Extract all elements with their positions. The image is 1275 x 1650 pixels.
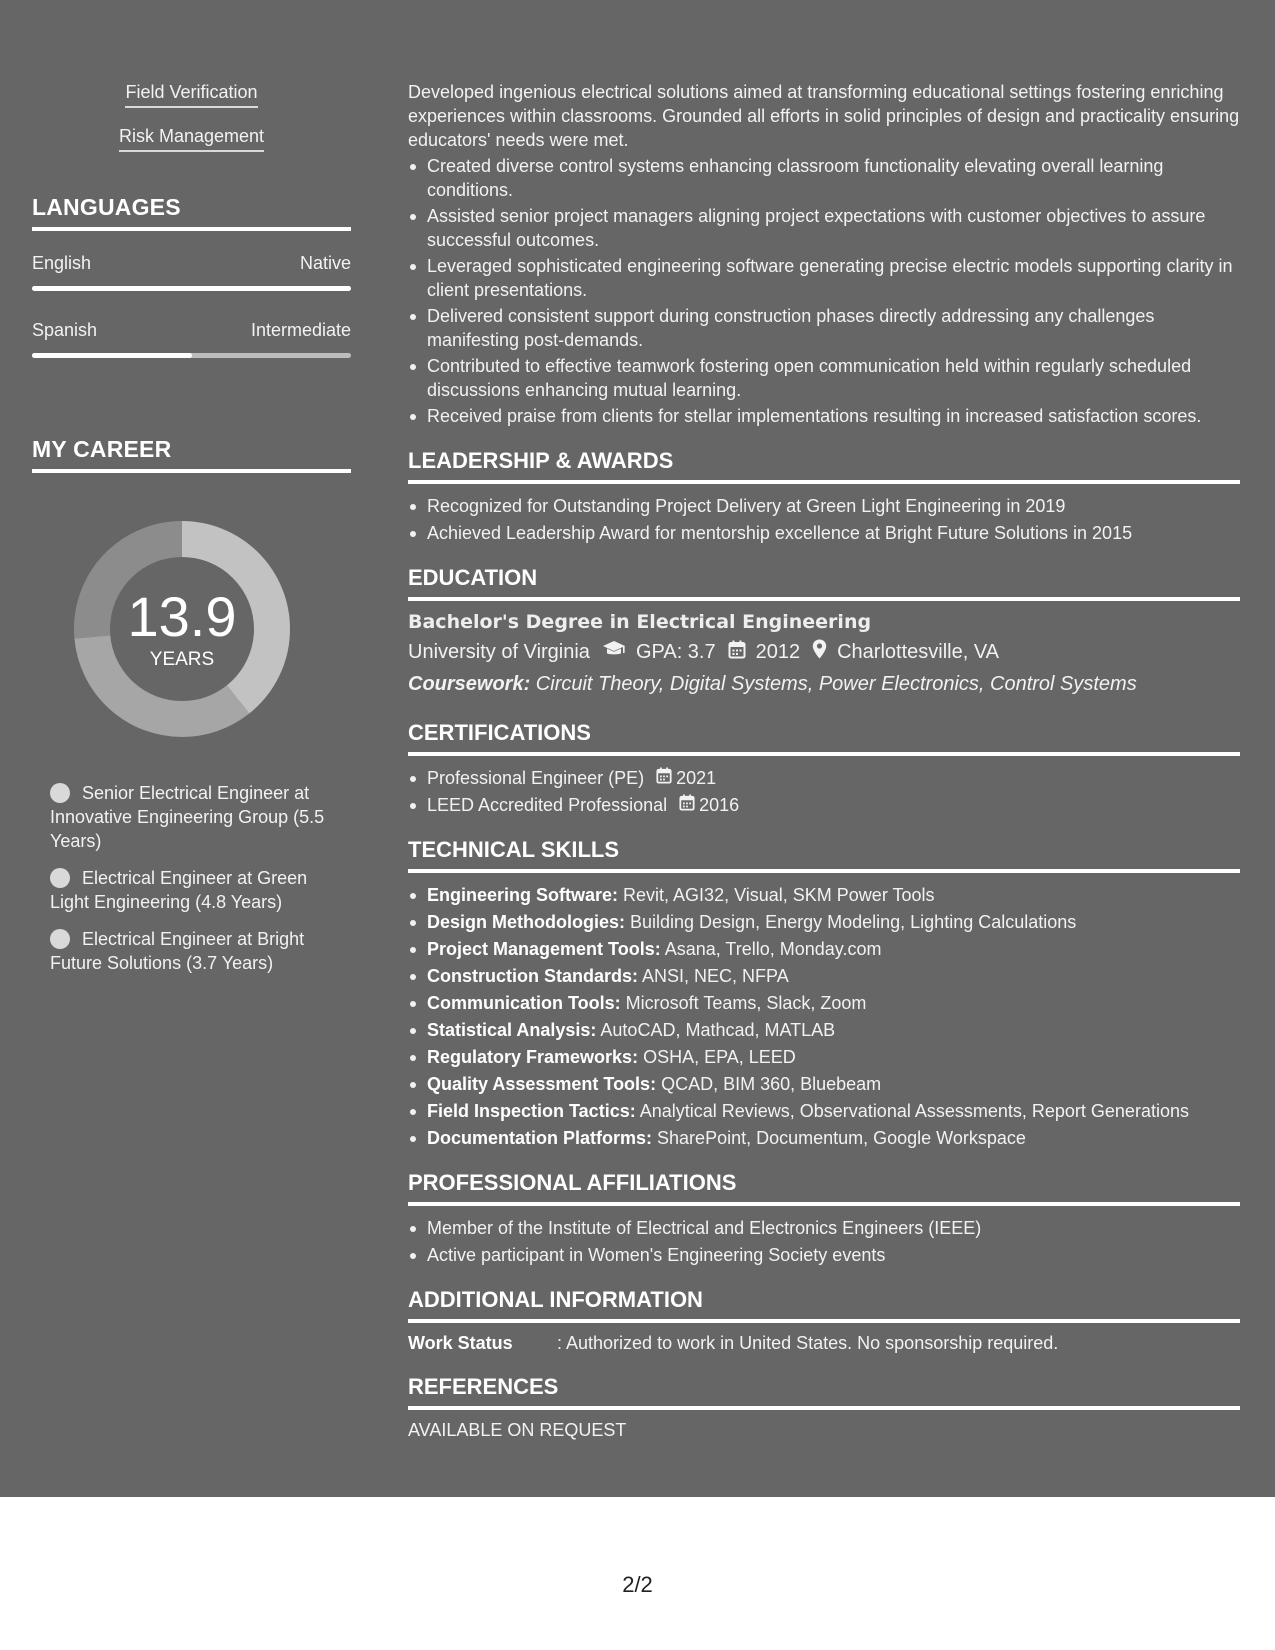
technical-skills-section <box>408 837 1240 1150</box>
school-name: University of Virginia <box>408 640 590 663</box>
skill-value: Microsoft Teams, Slack, Zoom <box>620 993 867 1013</box>
skill-value: AutoCAD, Mathcad, MATLAB <box>596 1020 836 1040</box>
list-item: Recognized for Outstanding Project Delivery at Green Light Engineering in 2019 <box>408 494 1240 518</box>
leadership-section <box>408 448 1240 545</box>
list-item <box>408 910 1240 934</box>
location-pin-icon <box>812 639 827 665</box>
graduation-cap-icon <box>602 640 626 664</box>
career-dot-icon <box>50 929 70 949</box>
education-section <box>408 565 1240 696</box>
heading-rule <box>32 227 351 231</box>
career-item-text: Senior Electrical Engineer at Innovative Engineering Group (5.5 Years) <box>50 783 325 851</box>
page-number: 2/2 <box>622 1572 653 1597</box>
language-row <box>32 253 351 274</box>
heading-rule <box>408 869 1240 873</box>
sidebar <box>32 80 351 988</box>
work-status-value: : Authorized to work in United States. No sponsorship required. <box>557 1333 1059 1353</box>
skill-value: OSHA, EPA, LEED <box>638 1047 796 1067</box>
language-level-fill <box>32 353 192 358</box>
skill-label: Communication Tools: <box>427 993 621 1013</box>
language-name: Spanish <box>32 320 98 340</box>
education-meta <box>408 639 1240 665</box>
list-item: Active participant in Women's Engineering Society events <box>408 1243 1240 1267</box>
skill-value: QCAD, BIM 360, Bluebeam <box>656 1074 882 1094</box>
degree-title: Bachelor's Degree in Electrical Engineering <box>408 611 872 633</box>
list-item <box>408 793 1240 817</box>
section-heading: LEADERSHIP & AWARDS <box>408 448 674 473</box>
list-item <box>408 937 1240 961</box>
language-level-bar <box>32 286 351 291</box>
skill-label: Field Inspection Tactics: <box>427 1101 636 1121</box>
references-section <box>408 1374 1240 1441</box>
skill-value: Asana, Trello, Monday.com <box>660 939 882 959</box>
career-total-unit: YEARS <box>149 649 215 670</box>
language-row <box>32 320 351 341</box>
language-level-fill <box>32 286 351 291</box>
skill-label: Statistical Analysis: <box>427 1020 597 1040</box>
additional-info-section <box>408 1287 1240 1354</box>
skill-value: Building Design, Energy Modeling, Lighting Calculations <box>625 912 1077 932</box>
heading-rule <box>408 1202 1240 1206</box>
donut-center <box>66 513 298 745</box>
list-item <box>408 766 1240 790</box>
section-heading: TECHNICAL SKILLS <box>408 837 620 862</box>
section-heading: REFERENCES <box>408 1374 559 1399</box>
languages-section <box>32 194 351 358</box>
skill-value: SharePoint, Documentum, Google Workspace <box>652 1128 1026 1148</box>
calendar-icon <box>728 640 746 665</box>
skill-value: ANSI, NEC, NFPA <box>638 966 789 986</box>
list-item: Leveraged sophisticated engineering software generating precise electric models supporting clarity in client presentations. <box>408 254 1240 302</box>
certification-name: Professional Engineer (PE) <box>427 768 645 788</box>
heading-rule <box>408 597 1240 601</box>
work-status-row <box>408 1333 1240 1354</box>
career-dot-icon <box>50 868 70 888</box>
certification-year: 2016 <box>699 795 740 815</box>
list-item <box>408 1099 1240 1123</box>
heading-rule <box>408 480 1240 484</box>
career-dot-icon <box>50 783 70 803</box>
career-item-text: Electrical Engineer at Green Light Engineering (4.8 Years) <box>50 868 308 912</box>
career-list <box>50 781 330 975</box>
list-item <box>408 883 1240 907</box>
career-item <box>50 927 330 975</box>
career-item-text: Electrical Engineer at Bright Future Solutions (3.7 Years) <box>50 929 305 973</box>
skill-value: Revit, AGI32, Visual, SKM Power Tools <box>618 885 935 905</box>
school-location: Charlottesville, VA <box>837 640 1000 663</box>
graduation-year: 2012 <box>755 640 801 663</box>
work-status-label: Work Status <box>408 1333 513 1353</box>
calendar-icon <box>679 793 695 817</box>
section-heading: PROFESSIONAL AFFILIATIONS <box>408 1170 737 1195</box>
career-item <box>50 866 330 914</box>
list-item <box>408 1018 1240 1042</box>
skill-label: Quality Assessment Tools: <box>427 1074 657 1094</box>
skill-label: Construction Standards: <box>427 966 639 986</box>
list-item <box>408 964 1240 988</box>
list-item: Delivered consistent support during construction phases directly addressing any challenges manifesting post-demands. <box>408 304 1240 352</box>
skill-label: Design Methodologies: <box>427 912 625 932</box>
career-heading: MY CAREER <box>32 436 172 462</box>
references-text: AVAILABLE ON REQUEST <box>408 1420 627 1440</box>
skill-tag: Risk Management <box>119 124 264 152</box>
career-donut-chart <box>66 513 298 745</box>
calendar-icon <box>656 766 672 790</box>
affiliations-list <box>408 1216 1240 1267</box>
affiliations-section <box>408 1170 1240 1267</box>
coursework-list: Circuit Theory, Digital Systems, Power Electronics, Control Systems <box>530 673 1137 695</box>
list-item: Received praise from clients for stellar implementations resulting in increased satisfaction scores. <box>408 404 1240 428</box>
list-item: Assisted senior project managers aligning project expectations with customer objectives to assure successful outcomes. <box>408 204 1240 252</box>
awards-list <box>408 494 1240 545</box>
heading-rule <box>32 469 351 473</box>
languages-heading: LANGUAGES <box>32 194 181 220</box>
certifications-list <box>408 766 1240 817</box>
experience-summary: Developed ingenious electrical solutions aimed at transforming educational settings fostering enriching experiences within classrooms. Grounded all efforts in solid principles of design and practicality ensuring educators' needs were met. <box>408 82 1240 150</box>
career-item <box>50 781 330 853</box>
certifications-section <box>408 720 1240 817</box>
coursework <box>408 673 1240 696</box>
skill-value: Analytical Reviews, Observational Assessments, Report Generations <box>635 1101 1189 1121</box>
list-item <box>408 1126 1240 1150</box>
certification-year: 2021 <box>676 768 717 788</box>
language-level: Intermediate <box>250 320 351 340</box>
heading-rule <box>408 1319 1240 1323</box>
skill-label: Documentation Platforms: <box>427 1128 653 1148</box>
section-heading: ADDITIONAL INFORMATION <box>408 1287 703 1312</box>
skill-label: Engineering Software: <box>427 885 619 905</box>
skill-label: Project Management Tools: <box>427 939 661 959</box>
skill-tag: Field Verification <box>125 80 257 108</box>
list-item <box>408 991 1240 1015</box>
certification-name: LEED Accredited Professional <box>427 795 668 815</box>
technical-skills-list <box>408 883 1240 1150</box>
career-section <box>32 436 351 975</box>
list-item: Contributed to effective teamwork fostering open communication held within regularly scheduled discussions enhancing mutual learning. <box>408 354 1240 402</box>
gpa: GPA: 3.7 <box>635 640 716 663</box>
list-item: Achieved Leadership Award for mentorship excellence at Bright Future Solutions in 2015 <box>408 521 1240 545</box>
career-total-years: 13.9 <box>127 585 237 648</box>
heading-rule <box>408 752 1240 756</box>
list-item: Created diverse control systems enhancing classroom functionality elevating overall learning conditions. <box>408 154 1240 202</box>
main-content <box>408 80 1240 1441</box>
list-item <box>408 1045 1240 1069</box>
heading-rule <box>408 1406 1240 1410</box>
list-item <box>408 1072 1240 1096</box>
experience-bullets <box>408 154 1240 428</box>
section-heading: EDUCATION <box>408 565 538 590</box>
language-level: Native <box>299 253 351 273</box>
language-level-bar <box>32 353 351 358</box>
coursework-label: Coursework: <box>408 673 531 695</box>
list-item: Member of the Institute of Electrical and Electronics Engineers (IEEE) <box>408 1216 1240 1240</box>
skill-label: Regulatory Frameworks: <box>427 1047 639 1067</box>
section-heading: CERTIFICATIONS <box>408 720 591 745</box>
language-name: English <box>32 253 92 273</box>
